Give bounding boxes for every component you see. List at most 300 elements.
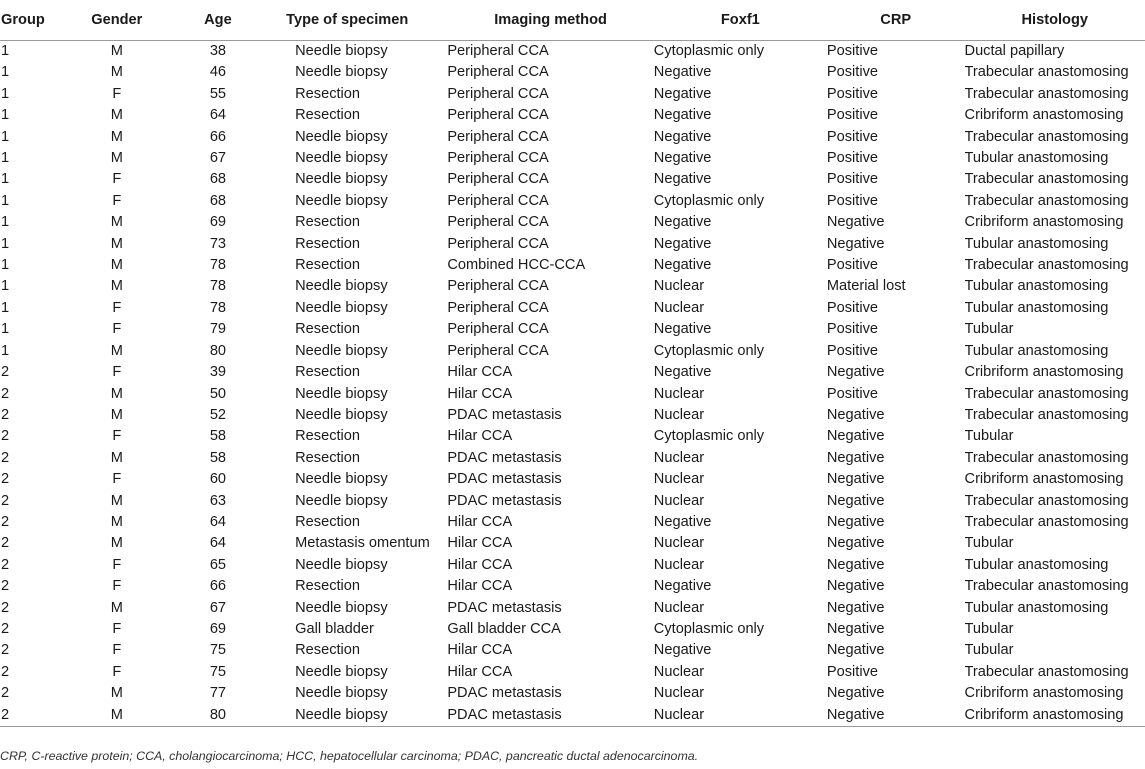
cell-gender: F [112, 620, 122, 637]
cell-gender: M [110, 128, 123, 145]
cell-foxf1: Nuclear [653, 471, 705, 488]
header-row [0, 0, 1145, 41]
cell-histology: Trabecular anastomosing [964, 663, 1129, 680]
cell-crp: Negative [826, 406, 885, 423]
cell-gender: M [110, 257, 123, 274]
cell-gender: M [110, 235, 123, 252]
cell-histology: Trabecular anastomosing [964, 64, 1129, 81]
cell-specimen: Needle biopsy [295, 556, 388, 573]
cell-group: 1 [1, 299, 10, 316]
cell-imaging: Gall bladder CCA [447, 620, 561, 637]
table-row [0, 598, 1145, 619]
cell-specimen: Resection [295, 364, 361, 381]
cell-group: 1 [1, 150, 10, 167]
cell-age: 78 [209, 278, 227, 295]
cell-histology: Trabecular anastomosing [964, 578, 1129, 595]
cell-specimen: Resection [295, 642, 361, 659]
cell-foxf1: Nuclear [653, 449, 705, 466]
cell-imaging: Hilar CCA [447, 578, 513, 595]
cell-specimen: Resection [295, 85, 361, 102]
table-row [0, 448, 1145, 469]
table-row [0, 512, 1145, 533]
cell-imaging: Peripheral CCA [447, 64, 549, 81]
cell-gender: M [110, 449, 123, 466]
cell-crp: Negative [826, 620, 885, 637]
cell-crp: Negative [826, 556, 885, 573]
cell-foxf1: Nuclear [654, 705, 827, 727]
cell-age: 68 [209, 171, 227, 188]
cell-gender: F [112, 299, 122, 316]
cell-histology: Trabecular anastomosing [964, 257, 1129, 274]
cell-imaging: PDAC metastasis [447, 471, 562, 488]
cell-specimen: Needle biopsy [295, 64, 388, 81]
cell-age: 52 [209, 406, 227, 423]
cell-age: 66 [209, 128, 227, 145]
cell-specimen: Needle biopsy [295, 43, 388, 59]
cell-foxf1: Cytoplasmic only [653, 192, 765, 209]
cell-histology: Cribriform anastomosing [964, 471, 1124, 488]
cell-histology: Cribriform anastomosing [964, 364, 1124, 381]
cell-imaging: PDAC metastasis [447, 599, 562, 616]
cell-specimen: Resection [295, 578, 361, 595]
cell-histology: Trabecular anastomosing [964, 513, 1129, 530]
cell-foxf1: Negative [653, 171, 712, 188]
table-row [0, 41, 1145, 63]
cell-imaging: Peripheral CCA [447, 128, 549, 145]
cell-imaging: Hilar CCA [447, 642, 513, 659]
cell-crp: Positive [826, 663, 878, 680]
cell-specimen: Needle biopsy [295, 406, 388, 423]
cell-gender: F [112, 321, 122, 338]
cell-group: 1 [1, 235, 10, 252]
table-body [0, 41, 1145, 727]
cell-group: 2 [1, 428, 10, 445]
cell-group: 2 [1, 449, 10, 466]
cell-group: 1 [1, 342, 10, 359]
cell-gender: M [110, 43, 123, 59]
cell-crp: Positive [826, 192, 878, 209]
table-row [0, 255, 1145, 276]
cell-age: 69 [209, 214, 227, 231]
cell-histology: Tubular [964, 428, 1014, 445]
table-footnote: CRP, C-reactive protein; CCA, cholangiocarcinoma; HCC, hepatocellular carcinoma; PDAC, pancreatic ductal adenocarcinoma. [0, 749, 699, 763]
cell-specimen: Needle biopsy [295, 150, 388, 167]
cell-specimen: Needle biopsy [295, 342, 388, 359]
header-age: Age [189, 0, 247, 41]
cell-crp: Positive [826, 342, 878, 359]
cell-foxf1: Nuclear [653, 535, 705, 552]
cell-histology: Tubular [964, 642, 1014, 659]
table-row [0, 533, 1145, 554]
cell-age: 65 [209, 556, 227, 573]
cell-foxf1: Nuclear [653, 299, 705, 316]
cell-group: 2 [1, 620, 10, 637]
cell-specimen: Needle biopsy [295, 492, 388, 509]
cell-age: 63 [209, 492, 227, 509]
table-row [0, 491, 1145, 512]
table-row [0, 405, 1145, 426]
cell-specimen: Resection [295, 235, 361, 252]
table-row [0, 384, 1145, 405]
table-row [0, 62, 1145, 83]
cell-imaging: Hilar CCA [447, 385, 513, 402]
cell-age: 64 [209, 535, 227, 552]
cell-foxf1: Nuclear [653, 663, 705, 680]
cell-age: 58 [209, 449, 227, 466]
table-row [0, 705, 1145, 727]
cell-imaging: PDAC metastasis [447, 492, 562, 509]
cell-specimen: Needle biopsy [295, 599, 388, 616]
cell-specimen: Needle biopsy [295, 171, 388, 188]
cell-crp: Negative [826, 685, 885, 702]
cell-age: 66 [209, 578, 227, 595]
cell-crp: Negative [826, 535, 885, 552]
cell-histology: Trabecular anastomosing [964, 492, 1129, 509]
cell-histology: Tubular anastomosing [964, 556, 1109, 573]
cell-imaging: Hilar CCA [447, 364, 513, 381]
table-row [0, 105, 1145, 126]
cell-crp: Negative [826, 449, 885, 466]
table-row [0, 683, 1145, 704]
cell-age: 67 [209, 150, 227, 167]
cell-group: 2 [1, 556, 10, 573]
table-row [0, 362, 1145, 383]
cell-group: 2 [1, 385, 10, 402]
cell-age: 64 [209, 513, 227, 530]
cell-group: 2 [1, 471, 10, 488]
cell-group: 1 [1, 64, 10, 81]
cell-crp: Negative [826, 428, 885, 445]
cell-histology: Trabecular anastomosing [964, 449, 1129, 466]
table-row [0, 555, 1145, 576]
cell-gender: M [110, 599, 123, 616]
cell-age: 60 [209, 471, 227, 488]
table-row [0, 276, 1145, 297]
cell-foxf1: Cytoplasmic only [653, 342, 765, 359]
cell-gender: M [110, 342, 123, 359]
cell-age: 58 [209, 428, 227, 445]
cell-crp: Positive [826, 43, 878, 59]
cell-imaging: PDAC metastasis [447, 406, 562, 423]
cell-gender: M [45, 705, 189, 727]
cell-gender: F [112, 663, 122, 680]
cell-imaging: PDAC metastasis [447, 449, 562, 466]
cell-group: 2 [1, 578, 10, 595]
table-row [0, 212, 1145, 233]
cell-specimen: Resection [295, 214, 361, 231]
cell-specimen: Resection [295, 257, 361, 274]
cell-age: 73 [209, 235, 227, 252]
table-row [0, 191, 1145, 212]
table-row [0, 234, 1145, 255]
cell-imaging: Hilar CCA [447, 428, 513, 445]
cell-histology: Trabecular anastomosing [964, 128, 1129, 145]
table-row [0, 640, 1145, 661]
table-row [0, 619, 1145, 640]
cell-age: 78 [209, 257, 227, 274]
cell-crp: Material lost [826, 278, 906, 295]
cell-age: 68 [209, 192, 227, 209]
cell-imaging: Peripheral CCA [447, 299, 549, 316]
cell-gender: M [110, 535, 123, 552]
cell-age: 75 [209, 663, 227, 680]
cell-foxf1: Negative [653, 321, 712, 338]
cell-specimen: Resection [295, 513, 361, 530]
cell-age: 50 [209, 385, 227, 402]
cell-foxf1: Nuclear [653, 599, 705, 616]
cell-imaging: Peripheral CCA [447, 214, 549, 231]
cell-gender: M [110, 406, 123, 423]
cell-imaging: Peripheral CCA [447, 342, 549, 359]
cell-histology: Tubular [964, 321, 1014, 338]
cell-group: 2 [1, 513, 10, 530]
cell-specimen: Needle biopsy [295, 278, 388, 295]
cell-group: 2 [0, 705, 45, 727]
cell-group: 1 [1, 107, 10, 124]
cell-specimen: Needle biopsy [295, 299, 388, 316]
cell-imaging: PDAC metastasis [447, 685, 562, 702]
cell-crp: Negative [826, 214, 885, 231]
cell-foxf1: Nuclear [653, 685, 705, 702]
cell-gender: F [112, 192, 122, 209]
cell-crp: Positive [826, 107, 878, 124]
cell-age: 79 [209, 321, 227, 338]
cell-group: 2 [1, 406, 10, 423]
cell-gender: F [112, 578, 122, 595]
cell-gender: F [112, 471, 122, 488]
cell-histology: Trabecular anastomosing [964, 406, 1129, 423]
header-foxf1: Foxf1 [654, 0, 827, 41]
table-row [0, 127, 1145, 148]
cell-age: 64 [209, 107, 227, 124]
cell-gender: M [110, 278, 123, 295]
cell-foxf1: Nuclear [653, 406, 705, 423]
cell-specimen: Needle biopsy [295, 192, 388, 209]
cell-group: 1 [1, 128, 10, 145]
cell-gender: M [110, 214, 123, 231]
table-header [0, 0, 1145, 41]
cell-foxf1: Cytoplasmic only [653, 620, 765, 637]
table-row [0, 169, 1145, 190]
cell-gender: F [112, 171, 122, 188]
cell-histology: Trabecular anastomosing [964, 385, 1129, 402]
cell-crp: Negative [826, 235, 885, 252]
cell-imaging: Peripheral CCA [447, 192, 549, 209]
cell-group: 2 [1, 535, 10, 552]
cell-specimen: Needle biopsy [295, 471, 388, 488]
table-row [0, 662, 1145, 683]
cell-foxf1: Negative [653, 364, 712, 381]
cell-gender: F [112, 364, 122, 381]
cell-histology: Trabecular anastomosing [964, 192, 1129, 209]
cell-foxf1: Negative [653, 257, 712, 274]
cell-imaging: Peripheral CCA [447, 235, 549, 252]
cell-foxf1: Negative [653, 578, 712, 595]
cell-foxf1: Negative [653, 150, 712, 167]
cell-histology: Ductal papillary [964, 43, 1065, 59]
cell-crp: Negative [826, 364, 885, 381]
cell-gender: M [110, 492, 123, 509]
cell-group: 2 [1, 642, 10, 659]
cell-foxf1: Negative [653, 128, 712, 145]
cell-foxf1: Negative [653, 513, 712, 530]
table-row [0, 426, 1145, 447]
cell-group: 1 [1, 214, 10, 231]
cell-foxf1: Negative [653, 642, 712, 659]
header-crp: CRP [827, 0, 965, 41]
cell-age: 69 [209, 620, 227, 637]
cell-group: 2 [1, 663, 10, 680]
cell-foxf1: Cytoplasmic only [653, 428, 765, 445]
cell-age: 78 [209, 299, 227, 316]
header-group: Group [0, 0, 45, 41]
cell-group: 1 [1, 192, 10, 209]
cell-imaging: Combined HCC-CCA [447, 257, 586, 274]
cell-foxf1: Negative [653, 235, 712, 252]
cell-crp: Negative [826, 642, 885, 659]
table-row [0, 469, 1145, 490]
cell-gender: M [110, 64, 123, 81]
cell-foxf1: Negative [653, 107, 712, 124]
cell-gender: M [110, 513, 123, 530]
header-gender: Gender [45, 0, 189, 41]
cell-crp: Positive [826, 150, 878, 167]
cell-specimen: Metastasis omentum [295, 535, 430, 552]
cell-imaging: Peripheral CCA [447, 278, 549, 295]
cell-histology: Cribriform anastomosing [964, 107, 1124, 124]
cell-imaging: Hilar CCA [447, 513, 513, 530]
cell-group: 2 [1, 492, 10, 509]
cell-gender: F [112, 428, 122, 445]
cell-specimen: Resection [295, 107, 361, 124]
header-specimen: Type of specimen [247, 0, 447, 41]
cell-group: 1 [1, 85, 10, 102]
cell-specimen: Needle biopsy [247, 705, 447, 727]
table-row [0, 341, 1145, 362]
cell-age: 75 [209, 642, 227, 659]
cell-imaging: Hilar CCA [447, 663, 513, 680]
cell-group: 1 [1, 171, 10, 188]
cell-imaging: PDAC metastasis [447, 705, 653, 727]
cell-foxf1: Negative [653, 214, 712, 231]
cell-group: 2 [1, 685, 10, 702]
cell-gender: M [110, 385, 123, 402]
cell-crp: Positive [826, 128, 878, 145]
cell-group: 1 [1, 278, 10, 295]
cell-crp: Negative [826, 578, 885, 595]
cell-age: 77 [209, 685, 227, 702]
cell-group: 1 [1, 257, 10, 274]
table-row [0, 319, 1145, 340]
cell-foxf1: Nuclear [653, 385, 705, 402]
cell-specimen: Needle biopsy [295, 685, 388, 702]
cell-gender: F [112, 642, 122, 659]
cell-histology: Tubular anastomosing [964, 342, 1109, 359]
cell-histology: Tubular [964, 535, 1014, 552]
cell-crp: Positive [826, 257, 878, 274]
cell-age: 80 [209, 342, 227, 359]
cell-histology: Tubular anastomosing [964, 235, 1109, 252]
cell-group: 1 [1, 43, 10, 59]
table-row [0, 84, 1145, 105]
cell-histology: Trabecular anastomosing [964, 85, 1129, 102]
cell-histology: Cribriform anastomosing [965, 705, 1145, 727]
cell-histology: Cribriform anastomosing [964, 214, 1124, 231]
cell-age: 55 [209, 85, 227, 102]
cell-crp: Positive [826, 171, 878, 188]
cell-crp: Positive [826, 321, 878, 338]
cell-group: 1 [1, 321, 10, 338]
cell-specimen: Gall bladder [295, 620, 374, 637]
cell-imaging: Peripheral CCA [447, 171, 549, 188]
cell-crp: Positive [826, 85, 878, 102]
cell-histology: Tubular anastomosing [964, 278, 1109, 295]
cell-histology: Tubular anastomosing [964, 299, 1109, 316]
cell-specimen: Resection [295, 428, 361, 445]
cell-age: 39 [209, 364, 227, 381]
cell-foxf1: Cytoplasmic only [653, 43, 765, 59]
cell-group: 2 [1, 599, 10, 616]
cell-specimen: Resection [295, 449, 361, 466]
header-histology: Histology [965, 0, 1145, 41]
cell-foxf1: Nuclear [653, 492, 705, 509]
cell-histology: Cribriform anastomosing [964, 685, 1124, 702]
cell-specimen: Needle biopsy [295, 385, 388, 402]
cell-imaging: Hilar CCA [447, 535, 513, 552]
cell-histology: Tubular [964, 620, 1014, 637]
table-row [0, 148, 1145, 169]
cell-specimen: Resection [295, 321, 361, 338]
cell-imaging: Peripheral CCA [447, 107, 549, 124]
cell-foxf1: Nuclear [653, 556, 705, 573]
cell-specimen: Needle biopsy [295, 663, 388, 680]
cell-crp: Negative [826, 599, 885, 616]
cell-crp: Negative [826, 513, 885, 530]
header-imaging: Imaging method [447, 0, 653, 41]
cell-crp: Positive [826, 385, 878, 402]
cell-histology: Tubular anastomosing [964, 599, 1109, 616]
cell-foxf1: Negative [653, 85, 712, 102]
cell-crp: Negative [826, 471, 885, 488]
cell-gender: M [110, 107, 123, 124]
cell-histology: Tubular anastomosing [964, 150, 1109, 167]
cell-age: 67 [209, 599, 227, 616]
table-row [0, 576, 1145, 597]
cell-gender: F [112, 556, 122, 573]
cell-histology: Trabecular anastomosing [964, 171, 1129, 188]
cell-gender: F [112, 85, 122, 102]
cell-gender: M [110, 150, 123, 167]
cell-group: 2 [1, 364, 10, 381]
table-row [0, 298, 1145, 319]
cell-specimen: Needle biopsy [295, 128, 388, 145]
cell-age: 46 [209, 64, 227, 81]
cell-imaging: Peripheral CCA [447, 85, 549, 102]
cell-crp: Negative [827, 705, 965, 727]
cell-crp: Positive [826, 64, 878, 81]
cell-age: 38 [209, 43, 227, 59]
cell-gender: M [110, 685, 123, 702]
cell-crp: Negative [826, 492, 885, 509]
cell-imaging: Hilar CCA [447, 556, 513, 573]
cell-imaging: Peripheral CCA [447, 321, 549, 338]
cell-foxf1: Nuclear [653, 278, 705, 295]
cell-age: 80 [189, 705, 247, 727]
cell-imaging: Peripheral CCA [447, 43, 549, 59]
cell-crp: Positive [826, 299, 878, 316]
cell-imaging: Peripheral CCA [447, 150, 549, 167]
cell-foxf1: Negative [653, 64, 712, 81]
